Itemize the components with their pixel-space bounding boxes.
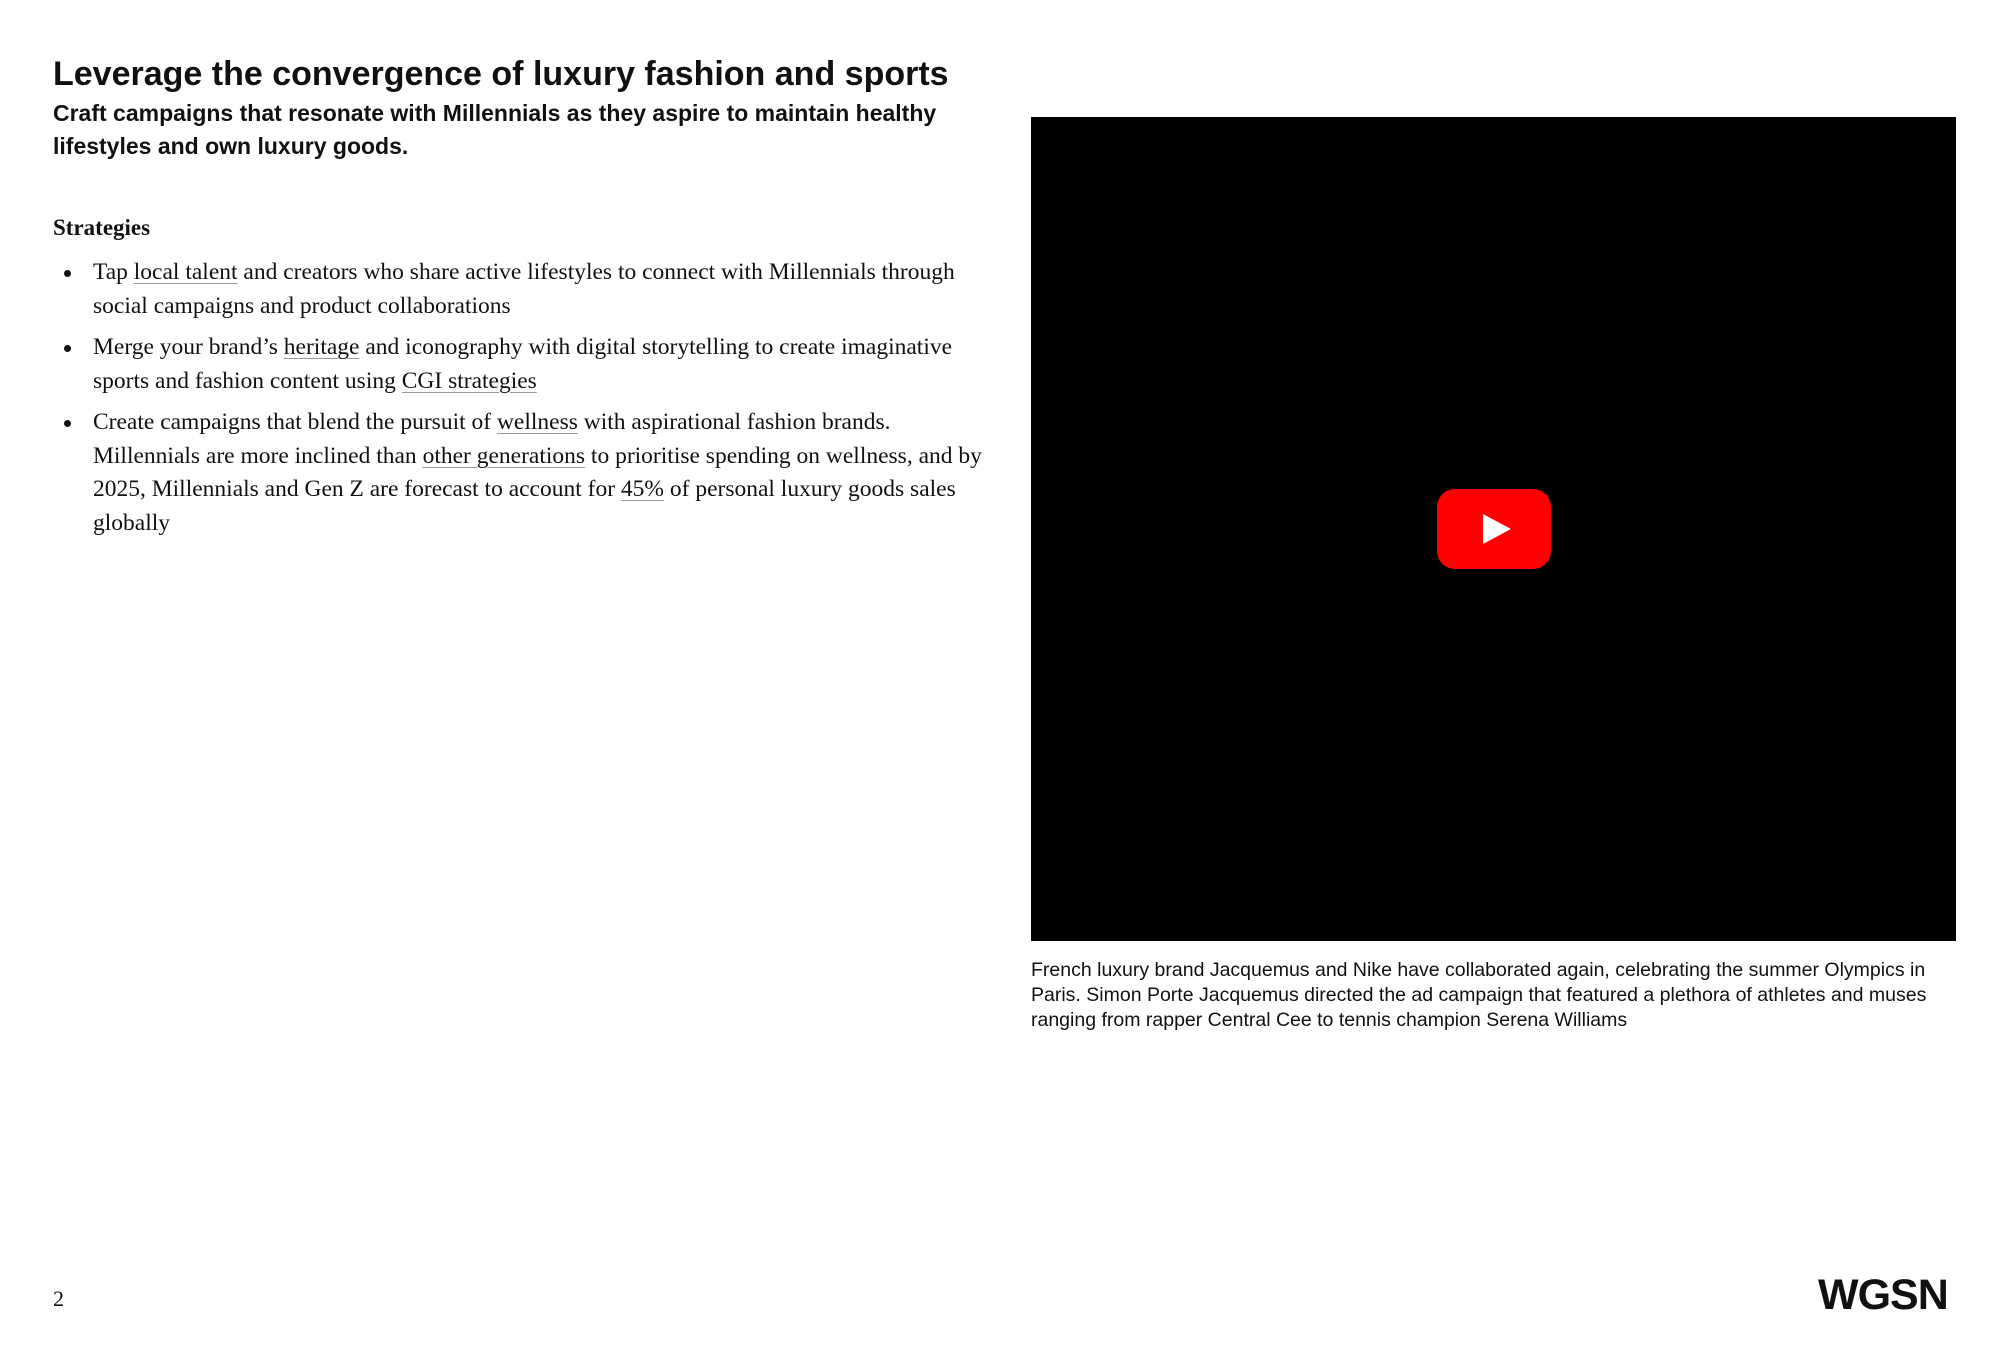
svg-text:WGSN: WGSN	[1818, 1273, 1948, 1313]
page-subtitle: Craft campaigns that resonate with Millennials as they aspire to maintain healthy lifestyles and own luxury goods.	[53, 100, 937, 159]
page-title: Leverage the convergence of luxury fashion and sports	[53, 55, 949, 93]
wellness-link[interactable]: wellness	[496, 409, 578, 435]
bullet-text: Tap	[93, 259, 134, 285]
wgsn-logo	[1818, 1273, 1956, 1313]
percent-link[interactable]: 45%	[620, 476, 664, 502]
page-number: 2	[53, 1286, 64, 1311]
bullet-text: and iconography with digital storytelling to create imaginative sports and fashion content using	[93, 334, 953, 394]
bullet-text: Merge your brand’s	[93, 334, 284, 360]
strategies-heading: Strategies	[53, 215, 151, 240]
list-item	[53, 256, 983, 323]
bullet-text: Create campaigns that blend the pursuit of	[93, 409, 497, 435]
cgi-strategies-link[interactable]: CGI strategies	[401, 367, 537, 394]
bullet-text: to prioritise spending on wellness, and by 2025, Millennials and Gen Z are forecast to account for	[93, 442, 982, 502]
heritage-link[interactable]: heritage	[283, 334, 360, 360]
play-triangle-icon	[1437, 489, 1551, 569]
bullet-text: of personal luxury goods sales globally	[93, 476, 956, 536]
local-talent-link[interactable]: local talent	[133, 259, 238, 285]
list-item	[53, 406, 983, 540]
list-item	[53, 331, 983, 398]
video-caption: French luxury brand Jacquemus and Nike have collaborated again, celebrating the summer Olympics in Paris. Simon Porte Jacquemus directed the ad campaign that featured a plethora of athletes and muses ranging from rapper Central Cee to tennis champion Serena Williams	[1031, 959, 1927, 1031]
youtube-play-icon[interactable]	[1437, 489, 1551, 569]
other-generations-link[interactable]: other generations	[422, 442, 586, 469]
bullet-text: and creators who share active lifestyles to connect with Millennials through social campaigns and product collaborations	[93, 259, 955, 319]
bullet-text: with aspirational fashion brands. Millennials are more inclined than	[93, 409, 891, 469]
strategies-list	[53, 256, 983, 548]
video-player[interactable]	[1031, 117, 1956, 941]
